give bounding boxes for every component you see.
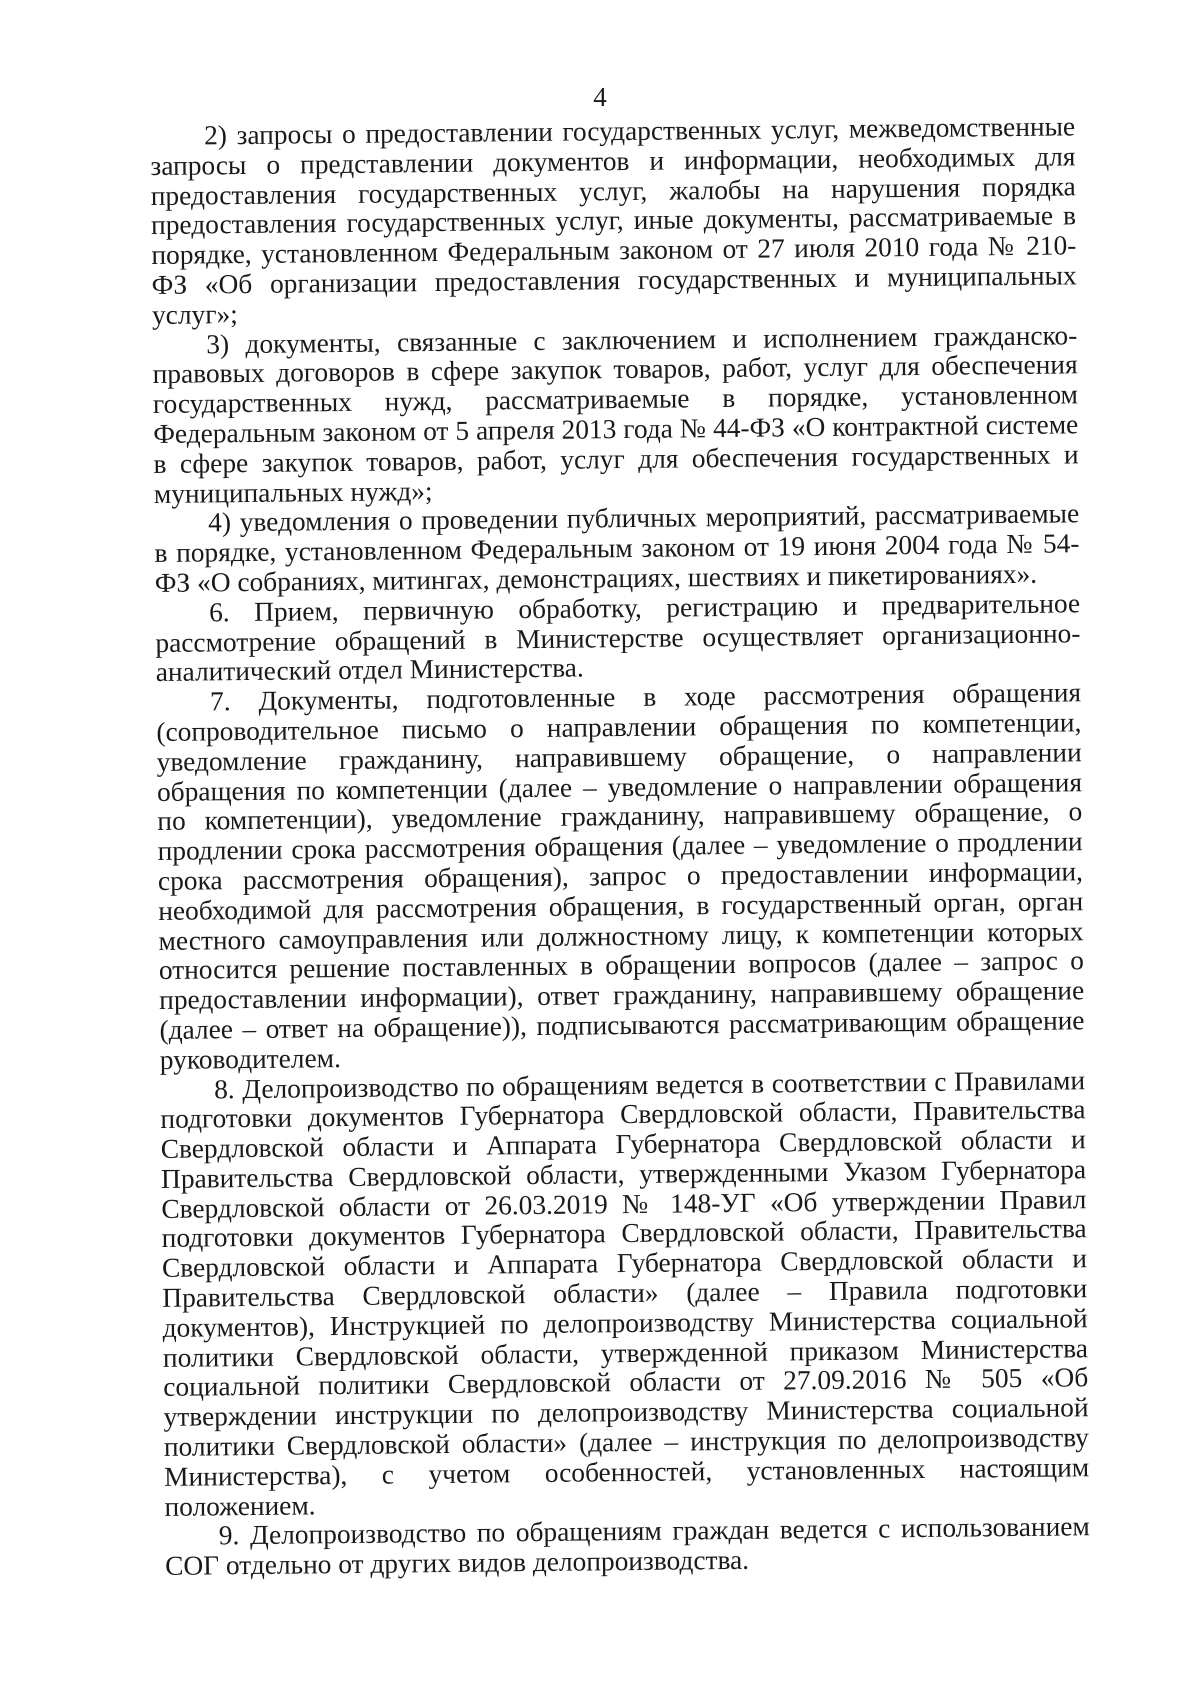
paragraph-section-6: 6. Прием, первичную обработку, регистрацию и предварительное рассмотрение обращений в Министерстве осуществляет организационно-аналитический отдел Министерства.: [155, 588, 1081, 688]
paragraph-section-9: 9. Делопроизводство по обращениям граждан ведется с использованием СОГ отдельно от других видов делопроизводства.: [164, 1511, 1090, 1582]
paragraph-item-4: 4) уведомления о проведении публичных мероприятий, рассматриваемые в порядке, установленном Федеральным законом от 19 июня 2004 года № 54-ФЗ «О собраниях, митингах, демонстрациях, шествиях и пикетированиях».: [154, 498, 1080, 598]
paragraph-section-7: 7. Документы, подготовленные в ходе рассмотрения обращения (сопроводительное письмо о направлении обращения по компетенции, уведомление гражданину, направившему обращение, о направлении обращения по компетенции (далее – уведомление о направлении обращения по компетенции), уведомление гражданину, направившему обращение, о продлении срока рассмотрения обращения (далее – уведомление о продлении срока рассмотрения обращения), запрос о предоставлении информации, необходимой для рассмотрения обращения, в государственный орган, орган местного самоуправления или должностному лицу, к компетенции которых относится решение поставленных в обращении вопросов (далее – запрос о предоставлении информации), ответ гражданину, направившему обращение (далее – ответ на обращение)), подписываются рассматривающим обращение руководителем.: [156, 677, 1085, 1075]
page-number: 4: [593, 82, 607, 112]
document-body: [150, 112, 1090, 1582]
paragraph-item-3: 3) документы, связанные с заключением и исполнением гражданско-правовых договоров в сфере закупок товаров, работ, услуг для обеспечения государственных нужд, рассматриваемые в порядке, установленном Федеральным законом от 5 апреля 2013 года № 44-ФЗ «О контрактной системе в сфере закупок товаров, работ, услуг для обеспечения государственных и муниципальных нужд»;: [152, 319, 1079, 509]
paragraph-item-2: 2) запросы о предоставлении государственных услуг, межведомственные запросы о представлении документов и информации, необходимых для предоставления государственных услуг, жалобы на нарушения порядка предоставления государственных услуг, иные документы, рассматриваемые в порядке, установленном Федеральным законом от 27 июля 2010 года № 210-ФЗ «Об организации предоставления государственных и муниципальных услуг»;: [150, 111, 1077, 330]
paragraph-section-8: 8. Делопроизводство по обращениям ведется в соответствии с Правилами подготовки документов Губернатора Свердловской области, Правительства Свердловской области и Аппарата Губернатора Свердловской области и Правительства Свердловской области, утвержденными Указом Губернатора Свердловской области от 26.03.2019 № 148-УГ «Об утверждении Правил подготовки документов Губернатора Свердловской области, Правительства Свердловской области и Аппарата Губернатора Свердловской области и Правительства Свердловской области» (далее – Правила подготовки документов), Инструкцией по делопроизводству Министерства социальной политики Свердловской области, утвержденной приказом Министерства социальной политики Свердловской области от 27.09.2016 № 505 «Об утверждении инструкции по делопроизводству Министерства социальной политики Свердловской области» (далее – инструкция по делопроизводству Министерства), с учетом особенностей, установленных настоящим положением.: [160, 1064, 1090, 1522]
